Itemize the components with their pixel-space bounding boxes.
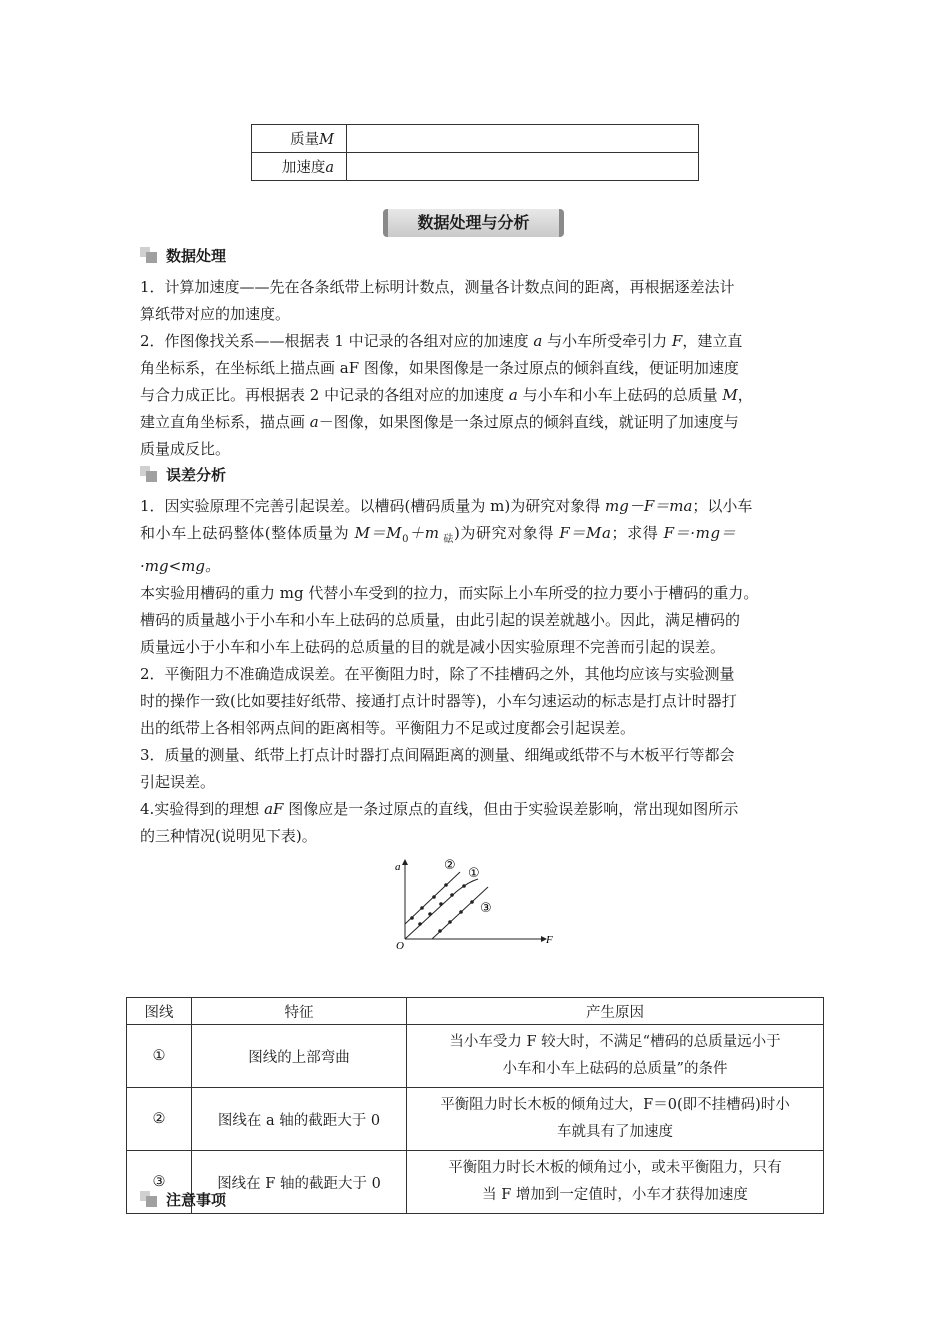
line-id-cell: ②	[127, 1088, 192, 1151]
acceleration-value-cell	[347, 153, 699, 181]
table-row	[252, 125, 699, 153]
feature-cell: 图线的上部弯曲	[192, 1025, 407, 1088]
origin-label: O	[396, 940, 404, 952]
line-label-1: ①	[468, 866, 480, 881]
error-cases-table	[126, 997, 824, 1214]
x-axis-label: F	[546, 934, 553, 946]
section-title: 数据处理与分析	[383, 209, 564, 237]
section-marker-icon	[140, 1191, 160, 1207]
table-row	[127, 1088, 824, 1151]
subheading-notes: 注意事项	[140, 1189, 226, 1210]
y-axis-label: a	[395, 861, 401, 873]
subheading-data-processing: 数据处理	[140, 245, 226, 266]
graph-line-2	[405, 872, 460, 924]
mass-value-cell	[347, 125, 699, 153]
acceleration-label-cell: 加速度a	[252, 153, 347, 181]
data-points	[410, 883, 474, 933]
line-label-3: ③	[480, 901, 492, 916]
data-processing-text: 1．计算加速度——先在各条纸带上标明计数点，测量各计数点间的距离，再根据逐差法计 算纸带对应的加速度。 2．作图像找关系——根据表 1 中记录的各组对应的加速度 a 与小车所受牵引力 F，建立直 角坐标系，在坐标纸上描点画 aF 图像，如果图像是一条过原点的倾斜直线，便证明加速度 与合力成正比。再根据表 2 中记录的各组对应的加速度 a 与小车和小车上砝码的总质量 M， 建立直角坐标系，描点画 a－图像，如果图像是一条过原点的倾斜直线，就证明了加速度与 质量成反比。	[140, 278, 753, 458]
section-marker-icon	[140, 247, 160, 263]
line-id-cell: ①	[127, 1025, 192, 1088]
a-f-graph	[388, 852, 563, 952]
feature-cell: 图线在 F 轴的截距大于 0	[192, 1151, 407, 1214]
line-id-cell: ③	[127, 1151, 192, 1214]
mass-acceleration-table	[251, 124, 699, 181]
table-row	[127, 1025, 824, 1088]
table-row	[252, 153, 699, 181]
table-header-row	[127, 998, 824, 1025]
cause-cell: 当小车受力 F 较大时，不满足“槽码的总质量远小于 小车和小车上砝码的总质量”的条件	[407, 1025, 824, 1088]
header-cause: 产生原因	[407, 998, 824, 1025]
mass-label-cell: 质量M	[252, 125, 347, 153]
section-marker-icon	[140, 466, 160, 482]
header-line: 图线	[127, 998, 192, 1025]
cause-cell: 平衡阻力时长木板的倾角过大，F＝0(即不挂槽码)时小 车就具有了加速度	[407, 1088, 824, 1151]
error-analysis-text: 1．因实验原理不完善引起误差。以槽码(槽码质量为 m)为研究对象得 mg－F＝ma；以小车 和小车上砝码整体(整体质量为 $M=M_0+m$ $_砝$)为研究对象得 F＝Ma；求得 F＝·mg＝ ·mg<mg。 本实验用槽码的重力 mg 代替小车受到的拉力，而实际上小车所受的拉力要小于槽码的重力。 槽码的质量越小于小车和小车上砝码的总质量，由此引起的误差就越小。因此，满足槽码的 质量远小于小车和小车上砝码的总质量的目的就是减小因实验原理不完善而引起的误差。 2．平衡阻力不准确造成误差。在平衡阻力时，除了不挂槽码之外，其他均应该与实验测量 时的操作一致(比如要挂好纸带、接通打点计时器等)，小车匀速运动的标志是打点计时器打 出的纸带上各相邻两点间的距离相等。平衡阻力不足或过度都会引起误差。 3．质量的测量、纸带上打点计时器打点间隔距离的测量、细绳或纸带不与木板平行等都会 引起误差。 4.实验得到的理想 aF 图像应是一条过原点的直线，但由于实验误差影响，常出现如图所示 的三种情况(说明见下表)。	[140, 497, 759, 845]
cause-cell: 平衡阻力时长木板的倾角过小，或未平衡阻力，只有 当 F 增加到一定值时，小车才获得加速度	[407, 1151, 824, 1214]
table-row	[127, 1151, 824, 1214]
feature-cell: 图线在 a 轴的截距大于 0	[192, 1088, 407, 1151]
subheading-error-analysis: 误差分析	[140, 464, 226, 485]
line-label-2: ②	[444, 858, 456, 873]
header-feature: 特征	[192, 998, 407, 1025]
